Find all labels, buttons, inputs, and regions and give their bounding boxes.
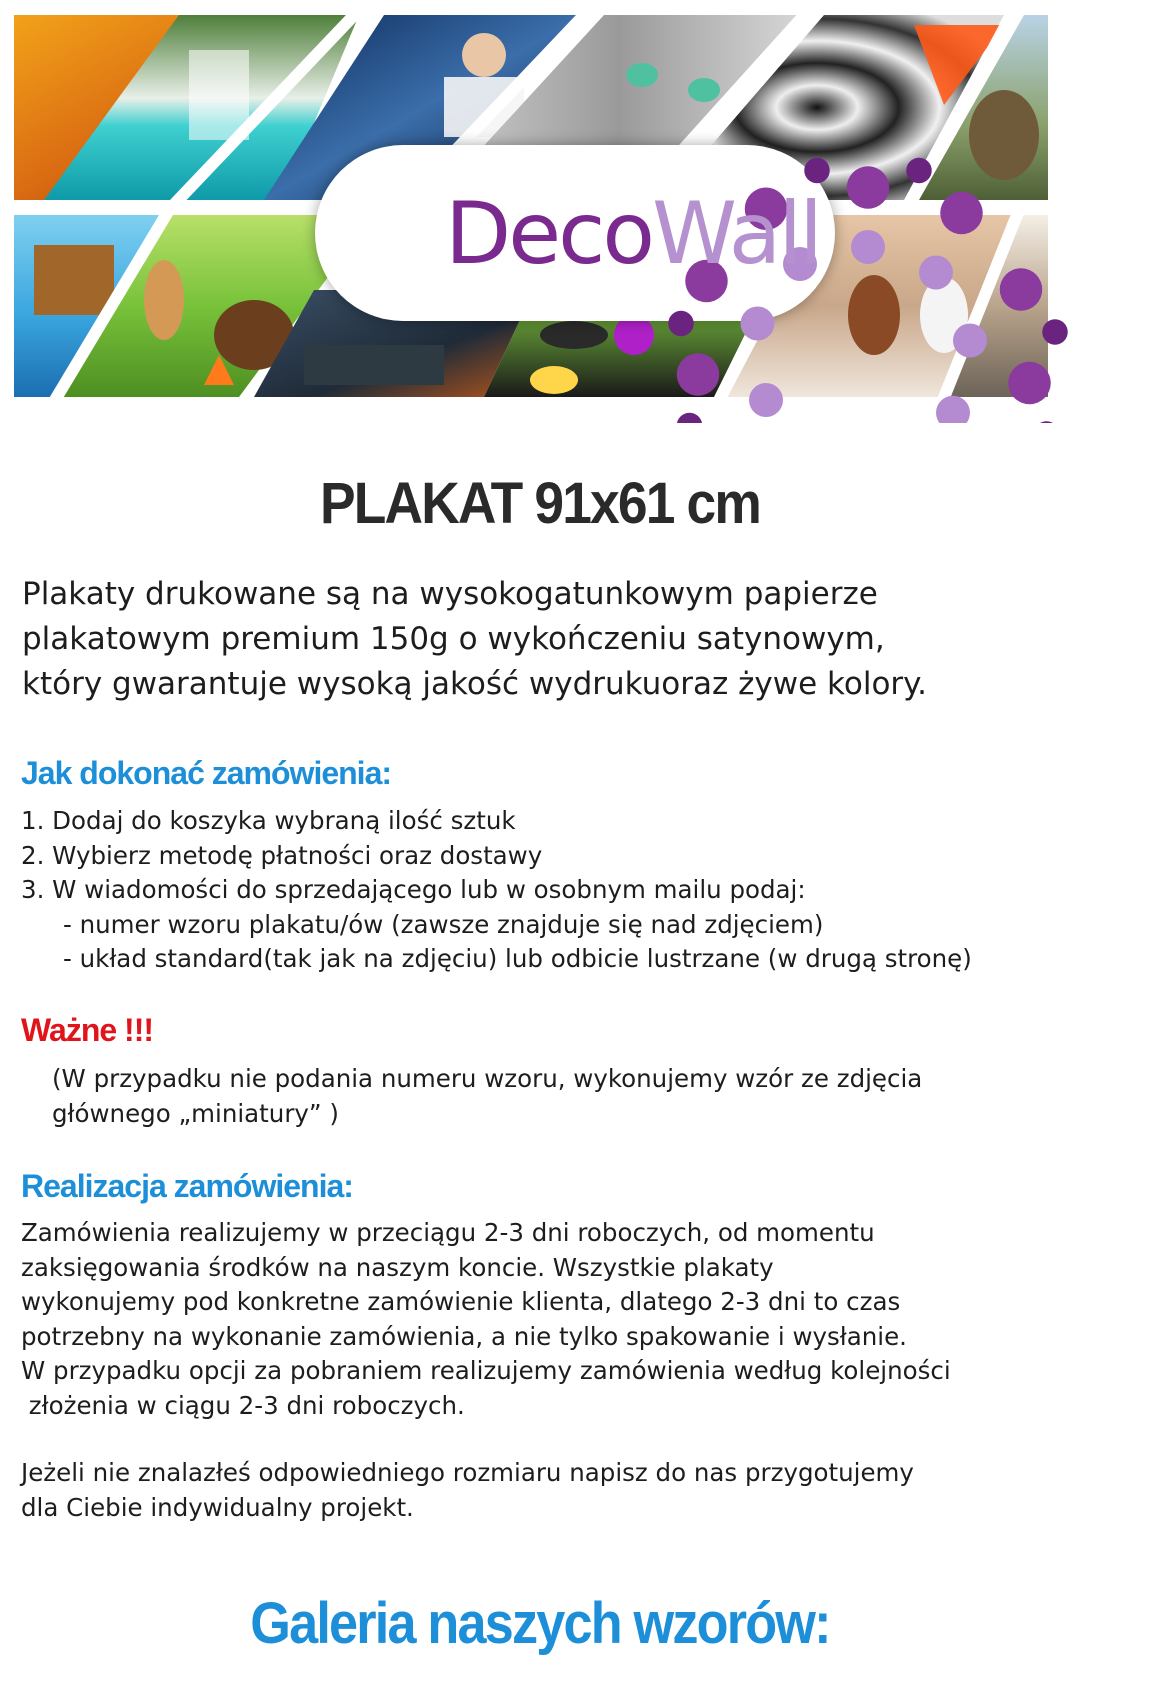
order-step: 2. Wybierz metodę płatności oraz dostawy [21, 840, 543, 870]
custom-size-paragraph [21, 1456, 914, 1525]
important-line: głównego „miniatury” ) [52, 1098, 339, 1128]
order-steps [21, 804, 972, 977]
important-line: (W przypadku nie podania numeru wzoru, wykonujemy wzór ze zdjęcia [52, 1064, 923, 1093]
order-step: 1. Dodaj do koszyka wybraną ilość sztuk [21, 806, 516, 835]
logo-wordmark [445, 179, 820, 289]
intro-line: Plakaty drukowane są na wysokogatunkowym papierze [22, 576, 878, 612]
gallery-heading: Galeria naszych wzorów: [250, 1591, 830, 1656]
realization-line: W przypadku opcji za pobraniem realizujemy zamówienia według kolejności [21, 1356, 951, 1385]
intro-line: plakatowym premium 150g o wykończeniu satynowym, [22, 621, 885, 657]
order-sub-item: - numer wzoru plakatu/ów (zawsze znajduje się nad zdjęciem) [63, 909, 824, 939]
realization-line: złożenia w ciągu 2-3 dni roboczych. [21, 1390, 465, 1420]
order-heading: Jak dokonać zamówienia: [21, 755, 392, 791]
logo-deco: Deco [445, 184, 653, 284]
logo-pill [315, 145, 835, 321]
custom-line: Jeżeli nie znalazłeś odpowiedniego rozmiaru napisz do nas przygotujemy [21, 1458, 914, 1487]
custom-line: dla Ciebie indywidualny projekt. [21, 1492, 414, 1522]
logo-wall: Wall [652, 184, 821, 284]
important-heading: Ważne !!! [21, 1012, 154, 1048]
intro-line: który gwarantuje wysoką jakość wydrukuoraz żywe kolory. [22, 666, 927, 702]
important-note [21, 1062, 922, 1131]
realization-line: Zamówienia realizujemy w przeciągu 2-3 dni roboczych, od momentu [21, 1218, 875, 1247]
order-sub-item: - układ standard(tak jak na zdjęciu) lub odbicie lustrzane (w drugą stronę) [63, 944, 972, 973]
realization-line: potrzebny na wykonanie zamówienia, a nie tylko spakowanie i wysłanie. [21, 1321, 907, 1351]
page-title: PLAKAT 91x61 cm [320, 471, 760, 536]
order-step: 3. W wiadomości do sprzedającego lub w osobnym mailu podaj: [21, 875, 806, 904]
realization-line: zaksięgowania środków na naszym koncie. Wszystkie plakaty [21, 1252, 774, 1282]
realization-line: wykonujemy pod konkretne zamówienie klienta, dlatego 2-3 dni to czas [21, 1287, 901, 1316]
realization-heading: Realizacja zamówienia: [21, 1168, 353, 1204]
realization-paragraph [21, 1216, 951, 1423]
intro-paragraph [22, 572, 1132, 707]
banner-collage [14, 15, 1120, 423]
